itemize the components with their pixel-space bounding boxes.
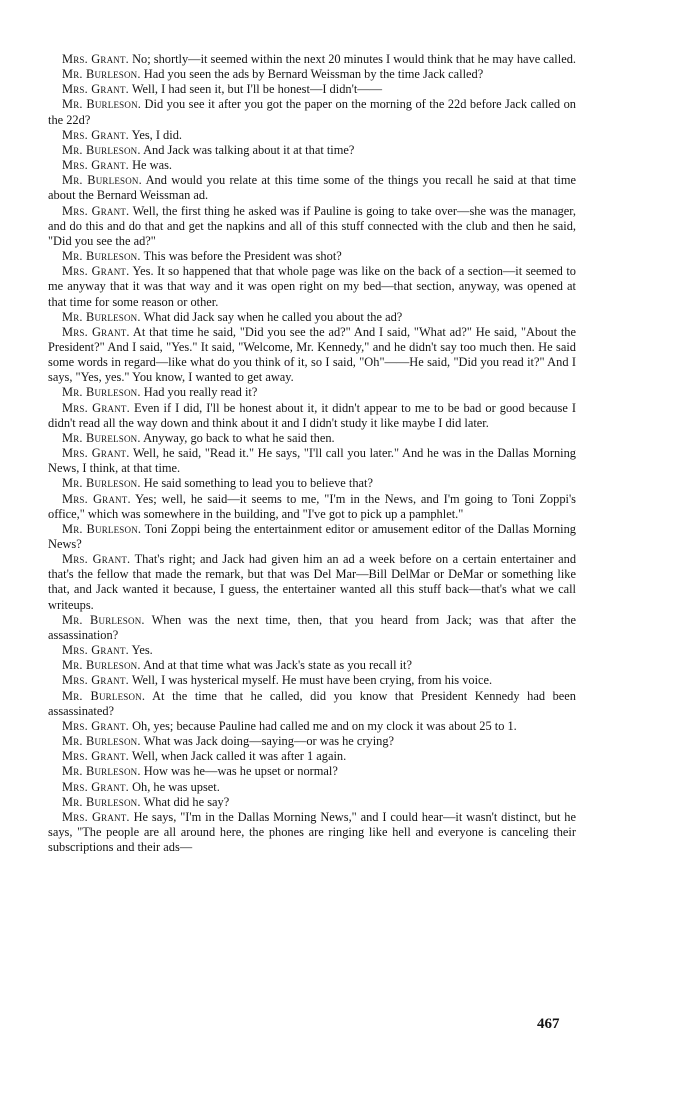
speaker-label: Mrs. Grant. [62, 400, 130, 415]
speaker-label: Mr. Burleson. [62, 734, 141, 749]
speaker-label: Mrs. Grant. [62, 552, 131, 567]
testimony-text: And Jack was talking about it at that time? [143, 142, 355, 157]
speaker-label: Mrs. Grant. [62, 52, 129, 66]
speaker-label: Mr. Burleson. [62, 476, 141, 491]
testimony-text: Oh, yes; because Pauline had called me and on my clock it was about 25 to 1. [132, 718, 517, 733]
testimony-text: Yes, I did. [131, 127, 182, 142]
testimony-text: Toni Zoppi being the entertainment editor or amusement editor of the Dallas Morning News? [48, 521, 576, 551]
speaker-label: Mr. Burleson. [62, 521, 142, 536]
testimony-text: He was. [132, 158, 172, 173]
testimony-paragraph [48, 476, 576, 491]
testimony-text: What did he say? [143, 794, 230, 809]
testimony-text: At that time he said, "Did you see the ad?" And I said, "What ad?" He said, "About the President?" And I said, "Yes." It said, "Welcome, Mr. Kennedy," and he didn't say too much then. He said some words in regard—like what do you think of it, so I said, "Oh"——He said, "Did you read it?" And I says, "Yes, yes." You know, I wanted to get away. [48, 324, 576, 385]
speaker-label: Mrs. Grant. [62, 82, 129, 97]
testimony-text: That's right; and Jack had given him an ad a week before on a certain entertainer and that's the fellow that made the remark, but that was Del Mar—Bill DelMar or DeMar or something like that, and Jack wanted it because, I guess, the entertainer wanted all this stuff back—that's what we call writeups. [48, 552, 577, 612]
speaker-label: Mrs. Grant. [62, 203, 130, 218]
testimony-paragraph [48, 719, 576, 734]
speaker-label: Mr. Burleson. [62, 385, 141, 400]
testimony-text: Yes. [131, 643, 153, 658]
testimony-text: He said something to lead you to believe that? [143, 476, 373, 491]
testimony-paragraph [48, 810, 576, 855]
speaker-label: Mrs. Grant. [62, 324, 130, 339]
testimony-paragraph [48, 780, 576, 795]
speaker-label: Mrs. Grant. [62, 779, 129, 794]
testimony-paragraph [48, 249, 576, 264]
speaker-label: Mr. Burleson. [62, 658, 141, 673]
speaker-label: Mr. Burleson. [62, 142, 141, 157]
testimony-paragraph [48, 385, 576, 400]
testimony-text: Had you seen the ads by Bernard Weissman by the time Jack called? [143, 67, 484, 82]
testimony-text: And would you relate at this time some of the things you recall he said at that time about the Bernard Weissman ad. [48, 173, 576, 203]
speaker-label: Mr. Burleson. [62, 173, 142, 188]
testimony-text: What did Jack say when he called you about the ad? [143, 309, 403, 324]
speaker-label: Mrs. Grant. [62, 491, 131, 506]
testimony-text: Oh, he was upset. [132, 779, 220, 794]
speaker-label: Mr. Burleson. [62, 97, 142, 112]
testimony-text: When was the next time, then, that you heard from Jack; was that after the assassination? [48, 612, 577, 642]
testimony-paragraph [48, 52, 576, 67]
testimony-paragraph [48, 325, 576, 386]
testimony-paragraph [48, 204, 576, 249]
testimony-paragraph [48, 658, 576, 673]
testimony-text: Even if I did, I'll be honest about it, it didn't appear to me to be bad or good because I didn't read all the way down and think about it and I didn't study it like maybe I did later. [48, 400, 576, 430]
testimony-paragraph [48, 431, 576, 446]
speaker-label: Mr. Burelson. [62, 430, 141, 445]
speaker-label: Mrs. Grant. [62, 158, 129, 173]
testimony-paragraph [48, 264, 576, 309]
testimony-text: How was he—was he upset or normal? [143, 764, 338, 779]
testimony-paragraph [48, 310, 576, 325]
speaker-label: Mr. Burleson. [62, 309, 141, 324]
speaker-label: Mr. Burleson. [62, 794, 141, 809]
testimony-text: He says, "I'm in the Dallas Morning News," and I could hear—it wasn't distinct, but he says, "The people are all around here, the phones are ringing like hell and everyone is canceling their subscriptions and their ads— [48, 809, 577, 855]
testimony-text: This was before the President was shot? [143, 249, 342, 264]
speaker-label: Mrs. Grant. [62, 127, 129, 142]
testimony-paragraph [48, 689, 576, 719]
testimony-paragraph [48, 446, 576, 476]
testimony-paragraph [48, 492, 576, 522]
testimony-paragraph [48, 552, 576, 613]
speaker-label: Mr. Burleson. [62, 688, 146, 703]
testimony-paragraph [48, 158, 576, 173]
speaker-label: Mr. Burleson. [62, 249, 141, 264]
testimony-text: Did you see it after you got the paper on the morning of the 22d before Jack called on the 22d? [48, 97, 576, 127]
testimony-paragraph [48, 67, 576, 82]
transcript-body [48, 52, 576, 855]
testimony-text: Well, I had seen it, but I'll be honest—I didn't—— [131, 82, 383, 97]
speaker-label: Mr. Burleson. [62, 67, 141, 82]
testimony-paragraph [48, 734, 576, 749]
testimony-paragraph [48, 128, 576, 143]
testimony-paragraph [48, 613, 576, 643]
testimony-text: Yes. It so happened that that whole page was like on the back of a section—it seemed to me anyway that it was that way and it was open right on my bed—that section, anyway, was opened at that time for some reason or other. [48, 264, 576, 309]
testimony-paragraph [48, 173, 576, 203]
speaker-label: Mr. Burleson. [62, 612, 145, 627]
testimony-text: Well, I was hysterical myself. He must have been crying, from his voice. [131, 673, 493, 688]
speaker-label: Mrs. Grant. [62, 749, 129, 764]
testimony-paragraph [48, 749, 576, 764]
testimony-text: And at that time what was Jack's state as you recall it? [143, 658, 413, 673]
testimony-paragraph [48, 97, 576, 127]
page-number: 467 [537, 1016, 560, 1032]
testimony-paragraph [48, 143, 576, 158]
testimony-paragraph [48, 522, 576, 552]
testimony-text: Well, when Jack called it was after 1 again. [131, 749, 347, 764]
testimony-paragraph [48, 82, 576, 97]
testimony-text: Anyway, go back to what he said then. [143, 430, 335, 445]
testimony-paragraph [48, 643, 576, 658]
testimony-paragraph [48, 795, 576, 810]
testimony-paragraph [48, 673, 576, 688]
testimony-text: Had you really read it? [143, 385, 258, 400]
speaker-label: Mrs. Grant. [62, 446, 130, 461]
speaker-label: Mrs. Grant. [62, 643, 129, 658]
speaker-label: Mr. Burleson. [62, 764, 141, 779]
testimony-paragraph [48, 401, 576, 431]
speaker-label: Mrs. Grant. [62, 264, 130, 279]
speaker-label: Mrs. Grant. [62, 809, 130, 824]
testimony-paragraph [48, 764, 576, 779]
speaker-label: Mrs. Grant. [62, 673, 129, 688]
testimony-text: At the time that he called, did you know that President Kennedy had been assassinated? [48, 688, 576, 718]
testimony-text: Yes; well, he said—it seems to me, "I'm in the News, and I'm going to Toni Zoppi's office," which was somewhere in the building, and "I've got to pick up a pamphlet." [48, 491, 577, 521]
testimony-text: No; shortly—it seemed within the next 20 minutes I would think that he may have called. [132, 52, 576, 66]
testimony-text: What was Jack doing—saying—or was he crying? [143, 734, 395, 749]
speaker-label: Mrs. Grant. [62, 718, 129, 733]
testimony-text: Well, the first thing he asked was if Pauline is going to take over—she was the manager, and do this and do that and get the napkins and all of this stuff connected with the club and then he said, "Did you see the ad?" [48, 203, 577, 248]
testimony-text: Well, he said, "Read it." He says, "I'll call you later." And he was in the Dallas Morning News, I think, at that time. [48, 446, 576, 476]
